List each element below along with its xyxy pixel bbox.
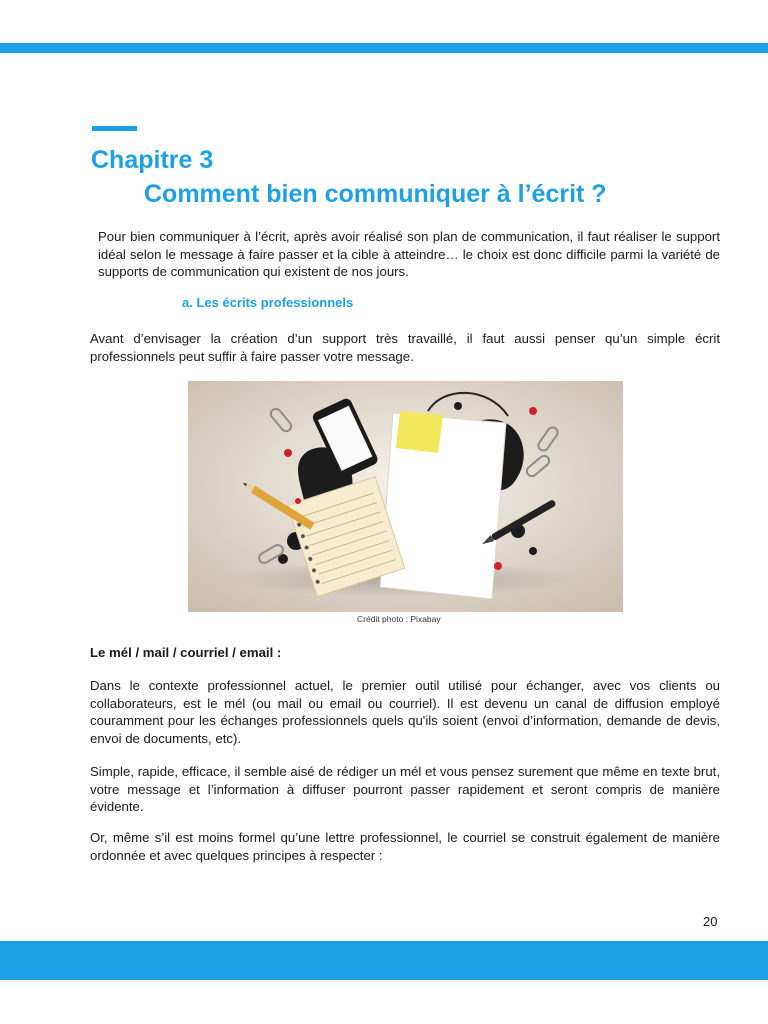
mail-heading: Le mél / mail / courriel / email : [90, 645, 282, 660]
desk-illustration [188, 381, 623, 612]
top-accent-band [0, 43, 768, 53]
mail-paragraph-1: Dans le contexte professionnel actuel, le premier outil utilisé pour échanger, avec vos clients ou collaborateurs, est le mél (ou mail ou email ou courriel). Il est devenu un canal de diffusion employé couramment pour les échanges professionnels quels qu'ils soient (envoi d’information, demande de devis, envoi de documents, etc). [90, 678, 720, 746]
intro-paragraph: Pour bien communiquer à l’écrit, après avoir réalisé son plan de communication, il faut réaliser le support idéal selon le message à faire passer et la cible à atteindre… le choix est donc difficile parmi la variété de supports de communication qui existent de nos jours. [98, 229, 720, 279]
figure-caption: Crédit photo : Pixabay [357, 614, 441, 624]
chapter-accent-dash [92, 126, 137, 131]
page-number: 20 [703, 914, 718, 929]
bottom-accent-band [0, 941, 768, 980]
mail-paragraph-3: Or, même s’il est moins formel qu’une lettre professionnel, le courriel se construit également de manière ordonnée et avec quelques principes à respecter : [90, 830, 720, 863]
chapter-title: Comment bien communiquer à l’écrit ? [144, 180, 607, 208]
mail-paragraph-2: Simple, rapide, efficace, il semble aisé de rédiger un mél et vous pensez surement que même en texte brut, votre message et l’information à diffuser pourront passer rapidement et seront compris de manière évidente. [90, 764, 720, 814]
section-paragraph: Avant d’envisager la création d’un support très travaillé, il faut aussi penser qu’un simple écrit professionnels peut suffir à faire passer votre message. [90, 331, 720, 364]
section-heading: a. Les écrits professionnels [182, 295, 354, 310]
chapter-label: Chapitre 3 [91, 146, 214, 174]
